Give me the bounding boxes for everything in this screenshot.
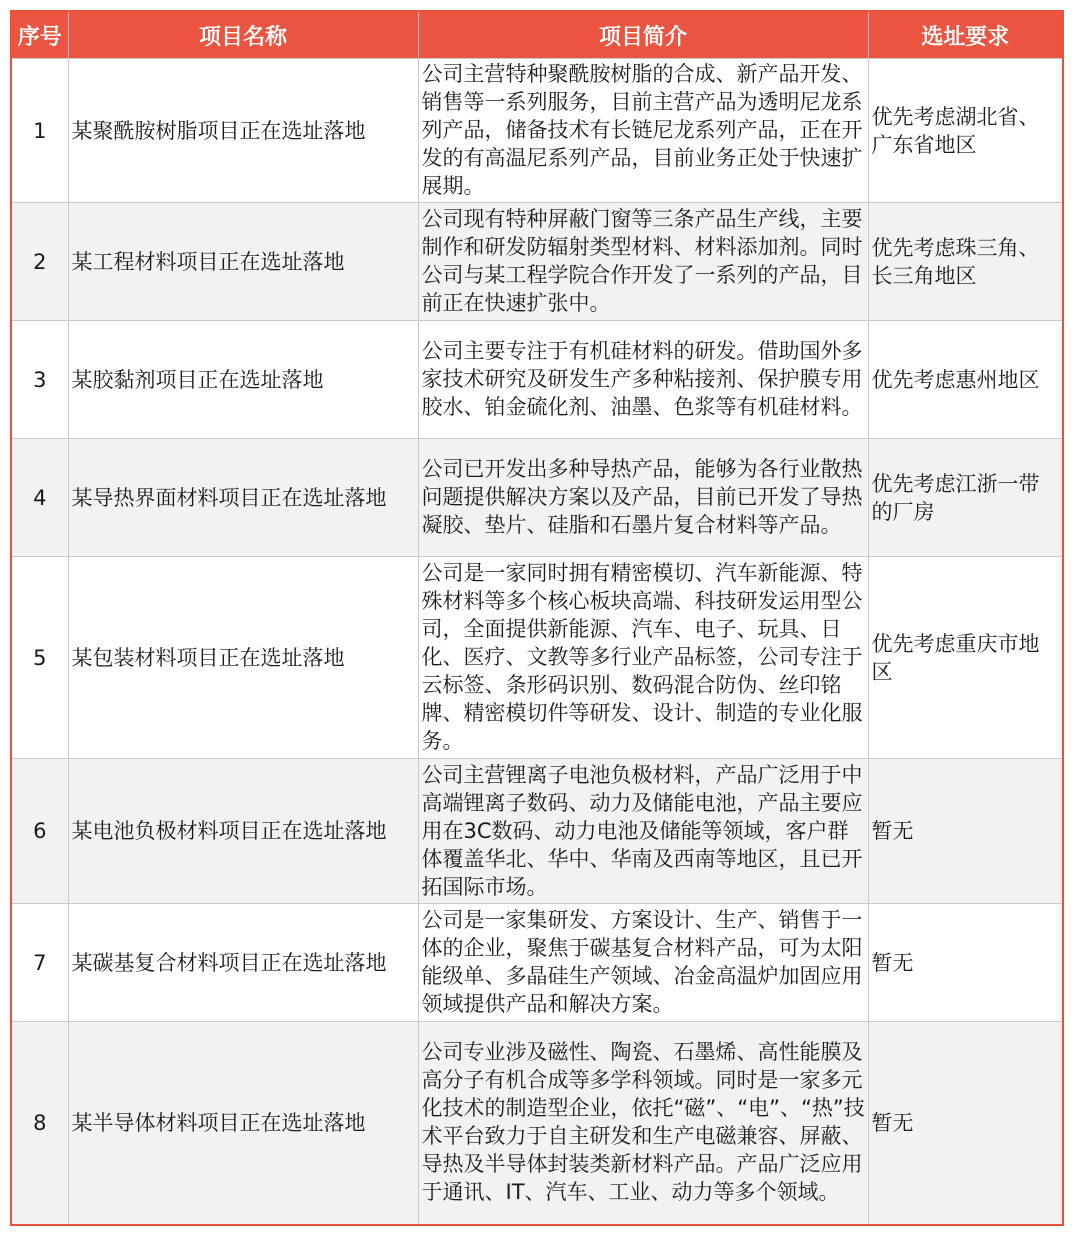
header-no: 序号 [12, 12, 68, 59]
cell-location: 优先考虑珠三角、长三角地区 [868, 203, 1062, 321]
cell-no: 6 [12, 759, 68, 904]
cell-intro: 公司是一家同时拥有精密模切、汽车新能源、特殊材料等多个核心板块高端、科技研发运用型公司，全面提供新能源、汽车、电子、玩具、日化、医疗、文教等多行业产品标签，公司专注于云标签、条形码识别、数码混合防伪、丝印铭牌、精密模切件等研发、设计、制造的专业化服务。 [418, 557, 868, 759]
header-intro: 项目简介 [418, 12, 868, 59]
table-row [12, 203, 1062, 321]
table-row [12, 1022, 1062, 1224]
table-row [12, 904, 1062, 1022]
cell-name: 某工程材料项目正在选址落地 [68, 203, 418, 321]
table-row [12, 59, 1062, 203]
cell-no: 8 [12, 1022, 68, 1224]
cell-location: 优先考虑惠州地区 [868, 321, 1062, 439]
project-table-container [10, 10, 1064, 1226]
cell-name: 某包装材料项目正在选址落地 [68, 557, 418, 759]
cell-no: 4 [12, 439, 68, 557]
cell-name: 某聚酰胺树脂项目正在选址落地 [68, 59, 418, 203]
cell-no: 1 [12, 59, 68, 203]
cell-intro: 公司主营锂离子电池负极材料，产品广泛用于中高端锂离子数码、动力及储能电池，产品主要应用在3C数码、动力电池及储能等领域，客户群体覆盖华北、华中、华南及西南等地区，且已开拓国际市场。 [418, 759, 868, 904]
cell-location: 优先考虑江浙一带的厂房 [868, 439, 1062, 557]
cell-name: 某胶黏剂项目正在选址落地 [68, 321, 418, 439]
cell-location: 暂无 [868, 904, 1062, 1022]
header-name: 项目名称 [68, 12, 418, 59]
table-row [12, 321, 1062, 439]
cell-intro: 公司已开发出多种导热产品，能够为各行业散热问题提供解决方案以及产品，目前已开发了导热凝胶、垫片、硅脂和石墨片复合材料等产品。 [418, 439, 868, 557]
table-header-row [12, 12, 1062, 59]
table-row [12, 557, 1062, 759]
cell-name: 某碳基复合材料项目正在选址落地 [68, 904, 418, 1022]
cell-no: 5 [12, 557, 68, 759]
header-location: 选址要求 [868, 12, 1062, 59]
cell-intro: 公司主要专注于有机硅材料的研发。借助国外多家技术研究及研发生产多种粘接剂、保护膜专用胶水、铂金硫化剂、油墨、色浆等有机硅材料。 [418, 321, 868, 439]
project-table [12, 12, 1062, 1224]
table-row [12, 759, 1062, 904]
cell-location: 优先考虑湖北省、广东省地区 [868, 59, 1062, 203]
cell-name: 某半导体材料项目正在选址落地 [68, 1022, 418, 1224]
cell-intro: 公司专业涉及磁性、陶瓷、石墨烯、高性能膜及高分子有机合成等多学科领域。同时是一家多元化技术的制造型企业，依托“磁”、“电”、“热”技术平台致力于自主研发和生产电磁兼容、屏蔽、导热及半导体封装类新材料产品。产品广泛应用于通讯、IT、汽车、工业、动力等多个领域。 [418, 1022, 868, 1224]
cell-name: 某导热界面材料项目正在选址落地 [68, 439, 418, 557]
cell-intro: 公司是一家集研发、方案设计、生产、销售于一体的企业，聚焦于碳基复合材料产品，可为太阳能级单、多晶硅生产领域、冶金高温炉加固应用领域提供产品和解决方案。 [418, 904, 868, 1022]
cell-intro: 公司主营特种聚酰胺树脂的合成、新产品开发、销售等一系列服务，目前主营产品为透明尼龙系列产品，储备技术有长链尼龙系列产品，正在开发的有高温尼系列产品，目前业务正处于快速扩展期。 [418, 59, 868, 203]
table-row [12, 439, 1062, 557]
cell-name: 某电池负极材料项目正在选址落地 [68, 759, 418, 904]
cell-no: 7 [12, 904, 68, 1022]
cell-no: 2 [12, 203, 68, 321]
cell-no: 3 [12, 321, 68, 439]
cell-location: 暂无 [868, 759, 1062, 904]
cell-location: 暂无 [868, 1022, 1062, 1224]
cell-location: 优先考虑重庆市地区 [868, 557, 1062, 759]
cell-intro: 公司现有特种屏蔽门窗等三条产品生产线，主要制作和研发防辐射类型材料、材料添加剂。同时公司与某工程学院合作开发了一系列的产品，目前正在快速扩张中。 [418, 203, 868, 321]
